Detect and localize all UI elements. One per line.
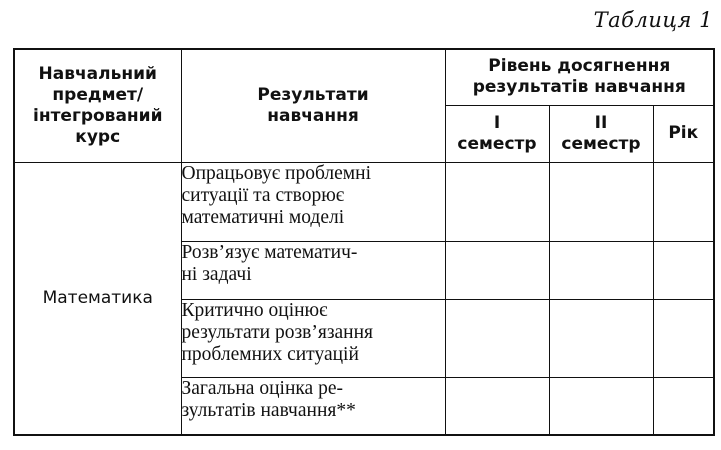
grade-cell-year[interactable] [653, 162, 714, 241]
grade-cell-year[interactable] [653, 241, 714, 299]
header-semester-1: I семестр [445, 105, 549, 162]
grade-cell-semester-1[interactable] [445, 377, 549, 435]
grade-cell-semester-1[interactable] [445, 162, 549, 241]
subject-cell: Математика [14, 162, 181, 435]
grade-cell-semester-2[interactable] [549, 299, 653, 377]
table-caption: Таблиця 1 [593, 8, 713, 32]
header-row-top [14, 49, 714, 105]
grade-cell-semester-2[interactable] [549, 241, 653, 299]
result-cell: Опрацьовує проблемні ситуації та створює математичні моделі [181, 162, 445, 241]
grade-cell-semester-2[interactable] [549, 162, 653, 241]
grade-cell-semester-2[interactable] [549, 377, 653, 435]
header-year: Рік [653, 105, 714, 162]
result-cell: Критично оцінює результати розв’язання проблемних ситуацій [181, 299, 445, 377]
header-results: Результати навчання [181, 49, 445, 162]
header-subject: Навчальний предмет/ інтегрований курс [14, 49, 181, 162]
header-semester-2: II семестр [549, 105, 653, 162]
table-row [14, 162, 714, 241]
result-cell: Загальна оцінка ре- зультатів навчання** [181, 377, 445, 435]
learning-results-table [13, 48, 715, 436]
grade-cell-year[interactable] [653, 377, 714, 435]
grade-cell-semester-1[interactable] [445, 241, 549, 299]
result-cell: Розв’язує математич- ні задачі [181, 241, 445, 299]
grade-cell-semester-1[interactable] [445, 299, 549, 377]
header-achievement-level: Рівень досягнення результатів навчання [445, 49, 714, 105]
grade-cell-year[interactable] [653, 299, 714, 377]
